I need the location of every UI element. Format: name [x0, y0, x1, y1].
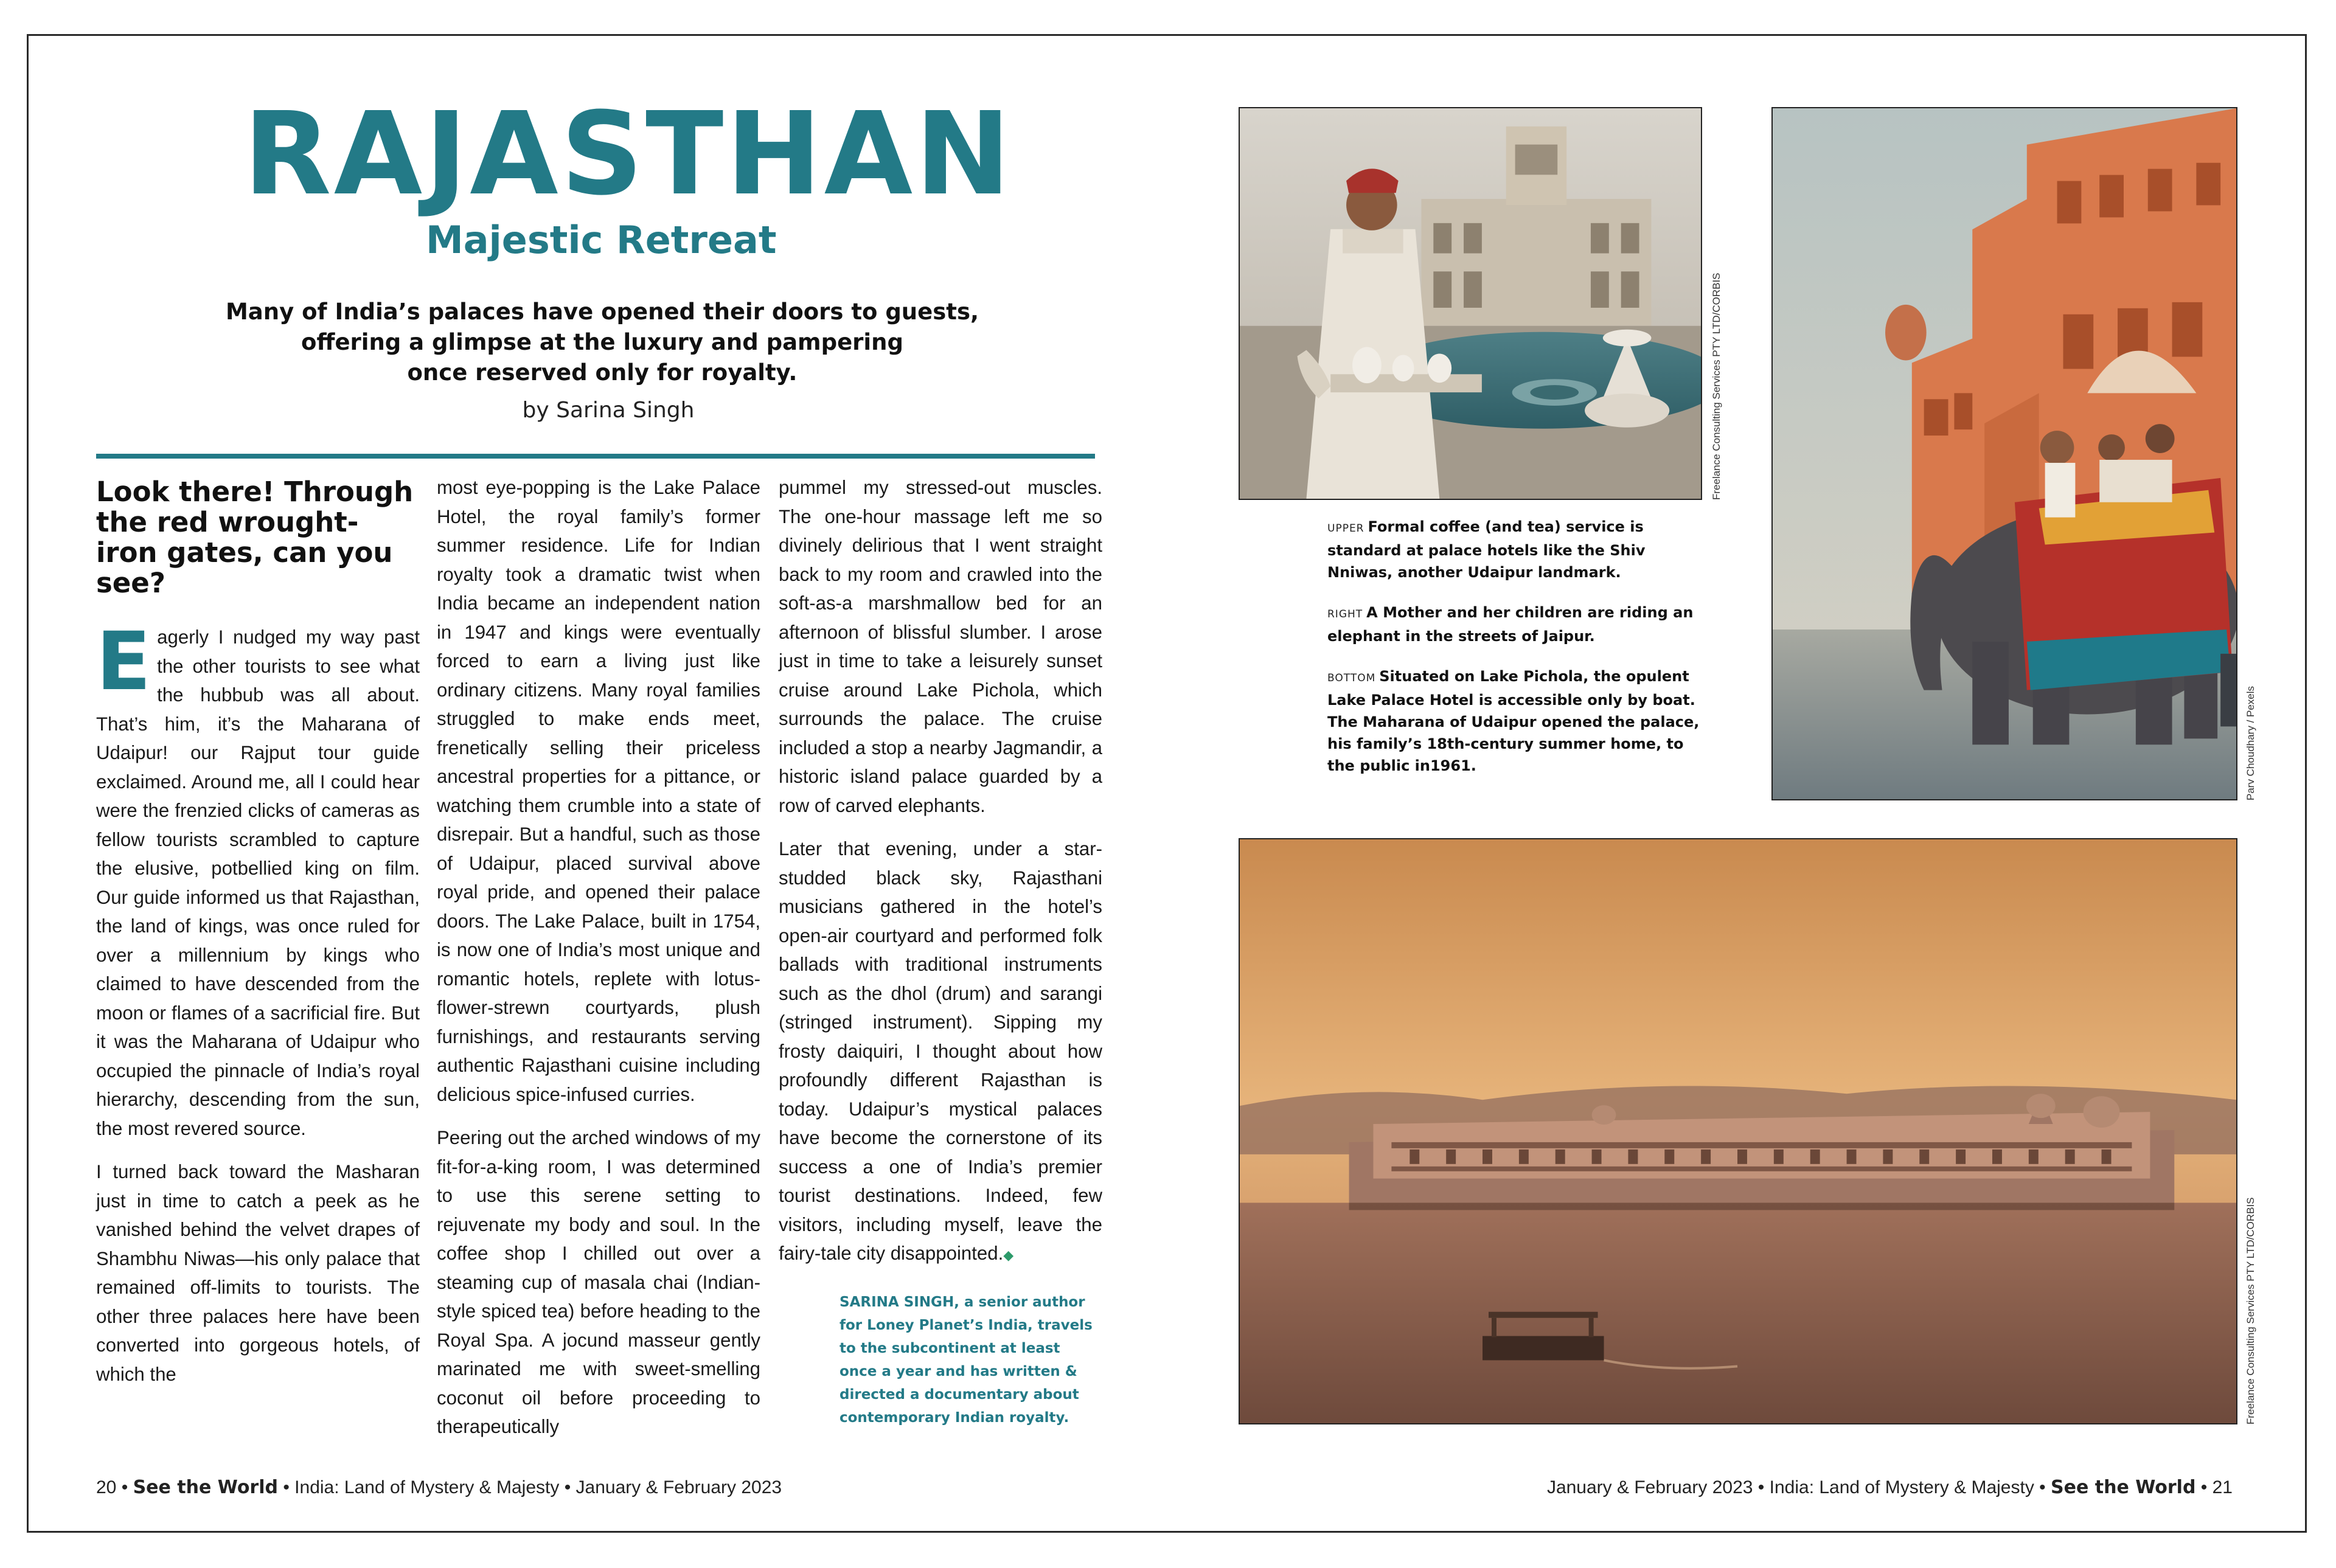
photo-lake-palace-image	[1240, 839, 2236, 1423]
photo-elephant-ride	[1771, 107, 2237, 800]
caption-text: A Mother and her children are riding an elephant in the streets of Jaipur.	[1327, 604, 1694, 645]
article-deck	[207, 297, 998, 388]
section-rule	[96, 454, 1095, 459]
article-paragraph: most eye-popping is the Lake Palace Hotel, the royal family’s former summer residence. Life for Indian royalty took a dramatic twist when India became an independent nation in 1947 and kings were eventually forced to earn a living just like ordinary citizens. Many royal families struggled to make ends meet, frenetically selling their priceless ancestral properties for a pittance, or watching them crumble into a state of disrepair. But a handful, such as those of Udaipur, placed survival above royal pride, and opened their palace doors. The Lake Palace, built in 1754, is now one of India’s most unique and romantic hotels, replete with lotus-flower-strewn courtyards, plush furnishings, and restaurants serving authentic Rajasthani cuisine including delicious spice-infused curries.	[437, 477, 760, 1105]
article-paragraph: I turned back toward the Masharan just in time to catch a peek as he vanished behind the velvet drapes of Shambhu Niwas—his only palace that remained off-limits to tourists. The other three palaces here have been converted into gorgeous hotels, of which the	[96, 1161, 420, 1385]
magazine-name: See the World	[2051, 1477, 2196, 1498]
caption-upper	[1327, 516, 1705, 583]
caption-text: Formal coffee (and tea) service is standard at palace hotels like the Shiv Nniwas, another Udaipur landmark.	[1327, 518, 1646, 581]
deck-line: offering a glimpse at the luxury and pampering	[301, 329, 903, 355]
article-paragraph: Peering out the arched windows of my fit-for-a-king room, I was determined to use this serene setting to rejuvenate my body and soul. In the coffee shop I chilled out over a steaming cup of masala chai (Indian-style spiced tea) before heading to the Royal Spa. A jocund masseur gently marinated me with sweet-smelling coconut oil before proceeding to therapeutically	[437, 1127, 760, 1437]
drop-cap: E	[96, 615, 151, 709]
author-name: SARINA SINGH	[839, 1294, 954, 1310]
footer-issue: India: Land of Mystery & Majesty • January & February 2023	[294, 1477, 782, 1497]
photo-credit-lake-palace: Freelance Consulting Services PTY LTD/CORBIS	[2245, 1197, 2256, 1424]
caption-label: UPPER	[1327, 522, 1364, 535]
article-column-3	[779, 473, 1102, 1285]
caption-bottom	[1327, 665, 1705, 777]
article-paragraph	[96, 615, 420, 1143]
footer-issue: January & February 2023 • India: Land of Mystery & Majesty •	[1546, 1477, 2046, 1497]
article-column-1	[96, 473, 420, 1403]
article-title: RAJASTHAN	[243, 88, 1013, 221]
paragraph-text: agerly I nudged my way past the other tourists to see what the hubbub was all about. That’s him, it’s the Maharana of Udaipur! our Rajput tour guide exclaimed. Around me, all I could hear were the frenzied clicks of cameras as fellow tourists scrambled to capture the elusive, potbellied king on film. Our guide informed us that Rajasthan, the land of kings, was once ruled for over a millennium by kings who claimed to have descended from the moon or flames of a sacrificial fire. But it was the Maharana of Udaipur who occupied the pinnacle of India’s royal hierarchy, descending from the sun, the most revered source.	[96, 626, 420, 1139]
deck-line: Many of India’s palaces have opened their doors to guests,	[225, 299, 979, 325]
magazine-name: See the World	[133, 1477, 278, 1498]
photo-credit-elephant: Parv Choudhary / Pexels	[2245, 685, 2256, 800]
caption-label: RIGHT	[1327, 608, 1363, 620]
author-bio	[839, 1291, 1095, 1429]
caption-right	[1327, 602, 1705, 647]
caption-label: BOTTOM	[1327, 672, 1376, 684]
article-paragraph: pummel my stressed-out muscles. The one-hour massage left me so divinely delirious that I went straight back to my room and crawled into the soft-as-a marshmallow bed for an afternoon of blissful slumber. I arose just in time to take a leisurely sunset cruise around Lake Pichola, which surrounds the palace. The cruise included a stop a nearby Jagmandir, a historic island palace guarded by a row of carved elephants.	[779, 477, 1102, 816]
page-number: 21	[2212, 1477, 2233, 1497]
photo-elephant-ride-image	[1773, 108, 2236, 799]
article-paragraph	[779, 834, 1102, 1270]
footer-left: 20 • See the World • India: Land of Mystery & Majesty • January & February 2023	[96, 1477, 782, 1498]
deck-line: once reserved only for royalty.	[407, 359, 798, 386]
pull-quote: Look there! Through the red wrought-iron gates, can you see?	[96, 476, 414, 599]
author-bio-text: , a senior author for Loney Planet’s India, travels to the subcontinent at least once a year and has written & directed a documentary about contemporary Indian royalty.	[839, 1294, 1093, 1426]
page-number: 20	[96, 1477, 117, 1497]
byline: by Sarina Singh	[522, 398, 695, 423]
photo-captions	[1327, 516, 1705, 795]
article-subtitle: Majestic Retreat	[426, 218, 777, 262]
caption-text: Situated on Lake Pichola, the opulent Lake Palace Hotel is accessible only by boat. The Maharana of Udaipur opened the palace, his family’s 18th-century summer home, to the public in1961.	[1327, 668, 1700, 774]
photo-coffee-service-image	[1240, 108, 1701, 499]
photo-credit-coffee: Freelance Consulting Services PTY LTD/CORBIS	[1711, 272, 1722, 500]
photo-lake-palace	[1239, 838, 2237, 1424]
paragraph-text: Later that evening, under a star-studded black sky, Rajasthani musicians gathered in the hotel’s open-air courtyard and performed folk ballads with traditional instruments such as the dhol (drum) and sarangi (stringed instrument). Sipping my frosty daiquiri, I thought about how profoundly different Rajasthan is today. Udaipur’s mystical palaces have become the cornerstone of its success a one of India’s premier tourist destinations. Indeed, few visitors, including myself, leave the fairy-tale city disappointed.	[779, 838, 1102, 1264]
end-mark-icon: ◆	[1003, 1247, 1014, 1263]
photo-coffee-service	[1239, 107, 1702, 500]
article-column-2	[437, 473, 760, 1456]
footer-right: January & February 2023 • India: Land of Mystery & Majesty • See the World • 21	[1546, 1477, 2233, 1498]
